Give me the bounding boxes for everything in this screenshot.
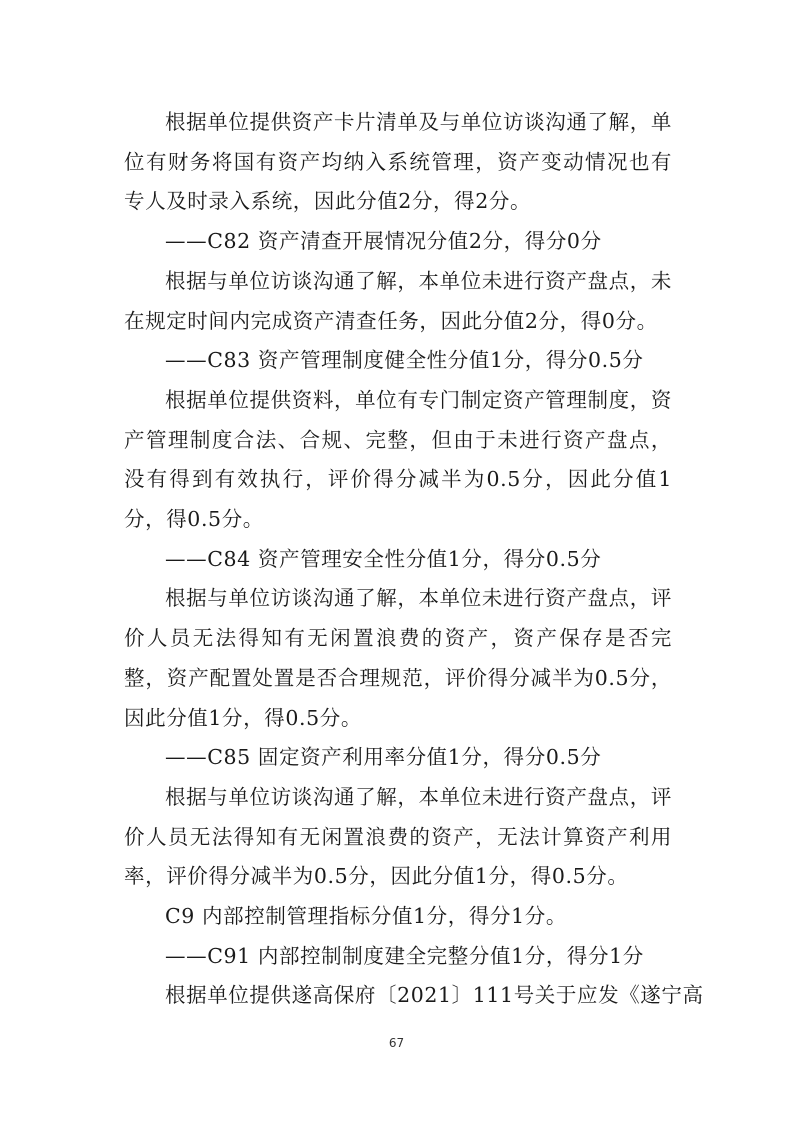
- body-text: [124, 103, 704, 1016]
- paragraph-c82-explanation: 根据与单位访谈沟通了解，本单位未进行资产盘点，未在规定时间内完成资产清查任务，因此分值2分，得0分。: [124, 268, 672, 333]
- paragraph-c81-explanation: 根据单位提供资产卡片清单及与单位访谈沟通了解，单位有财务将国有资产均纳入系统管理，资产变动情况也有专人及时录入系统，因此分值2分，得2分。: [124, 110, 672, 214]
- paragraph-c85-explanation: 根据与单位访谈沟通了解，本单位未进行资产盘点，评价人员无法得知有无闲置浪费的资产，无法计算资产利用率，评价得分减半为0.5分，因此分值1分，得0.5分。: [124, 784, 672, 889]
- page-number: 67: [388, 1036, 405, 1050]
- heading-c9: C9 内部控制管理指标分值1分，得分1分。: [165, 904, 567, 929]
- heading-c85: ——C85 固定资产利用率分值1分，得分0.5分: [165, 745, 602, 770]
- paragraph-c83-explanation: 根据单位提供资料，单位有专门制定资产管理制度，资产管理制度合法、合规、完整，但由于未进行资产盘点，没有得到有效执行，评价得分减半为0.5分，因此分值1分，得0.5分。: [124, 387, 672, 532]
- paragraph-c84-explanation: 根据与单位访谈沟通了解，本单位未进行资产盘点，评价人员无法得知有无闲置浪费的资产，资产保存是否完整，资产配置处置是否合理规范，评价得分减半为0.5分，因此分值1分，得0.5分。: [124, 586, 672, 730]
- paragraph-c91-explanation: 根据单位提供遂高保府〔2021〕111号关于应发《遂宁高: [165, 983, 704, 1008]
- heading-c84: ——C84 资产管理安全性分值1分，得分0.5分: [165, 546, 602, 571]
- heading-c83: ——C83 资产管理制度健全性分值1分，得分0.5分: [165, 348, 644, 373]
- heading-c82: ——C82 资产清查开展情况分值2分，得分0分: [165, 229, 602, 254]
- heading-c91: ——C91 内部控制制度建全完整分值1分，得分1分: [165, 943, 644, 968]
